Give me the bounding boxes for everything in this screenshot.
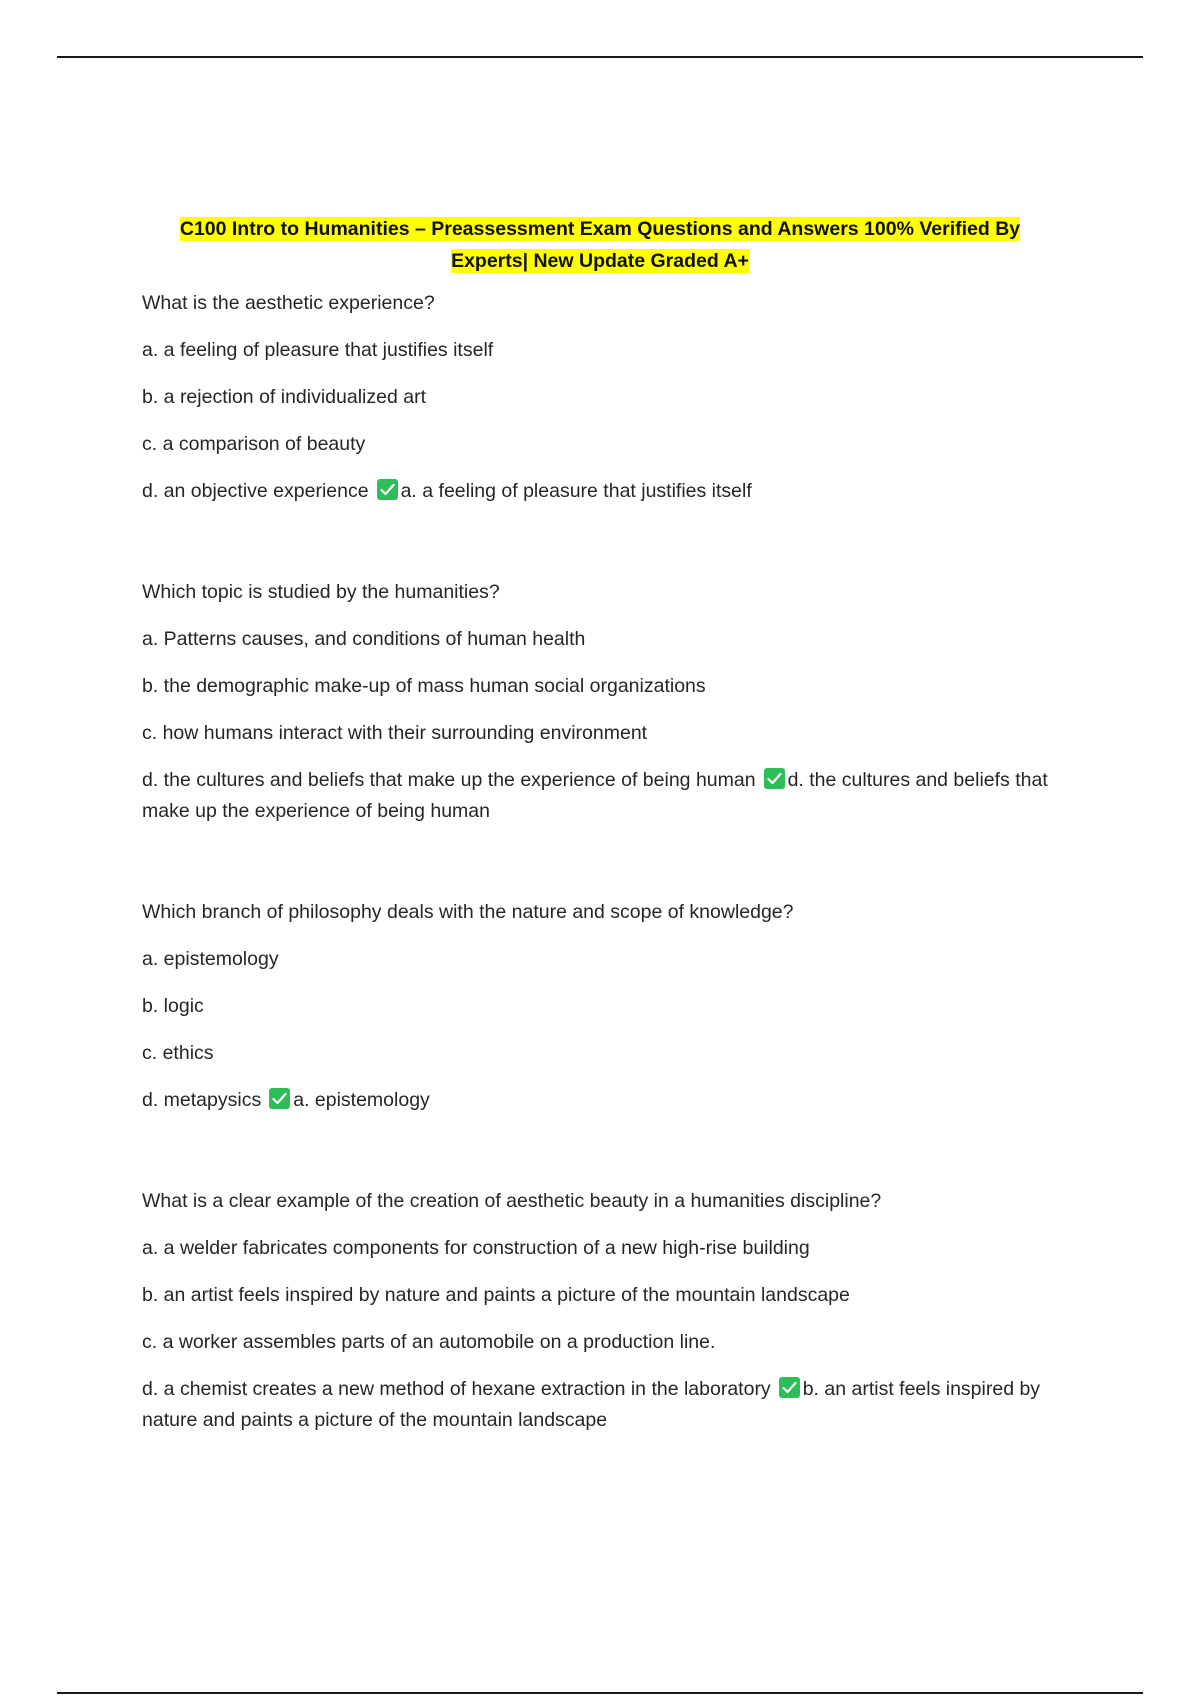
option-d: d. an objective experience [142,480,369,502]
option-c: c. ethics [142,1042,214,1064]
question-block-2 [142,577,1062,827]
option-a: a. a feeling of pleasure that justifies itself [142,339,494,361]
checkmark-icon [377,479,398,500]
question-spacer [142,1146,1062,1186]
option-b: b. an artist feels inspired by nature and paints a picture of the mountain landscape [142,1284,850,1306]
question-text: What is a clear example of the creation of aesthetic beauty in a humanities discipline? [142,1190,882,1212]
option-d-with-answer [142,476,1062,507]
question-block-1 [142,288,1062,507]
checkmark-icon [764,768,785,789]
top-rule [57,56,1143,58]
option-d-with-answer [142,765,1062,827]
title-highlight: C100 Intro to Humanities – Preassessment Exam Questions and Answers 100% Verified By Experts| New Update Graded A+ [179,218,1021,272]
option-d: d. metapysics [142,1089,262,1111]
option-a: a. a welder fabricates components for construction of a new high-rise building [142,1237,810,1259]
bottom-rule [57,1692,1143,1694]
correct-answer: a. a feeling of pleasure that justifies itself [400,480,752,502]
question-block-3 [142,897,1062,1116]
option-d: d. a chemist creates a new method of hexane extraction in the laboratory [142,1378,771,1400]
option-c: c. a worker assembles parts of an automobile on a production line. [142,1331,716,1353]
option-a: a. Patterns causes, and conditions of human health [142,628,586,650]
option-d: d. the cultures and beliefs that make up the experience of being human [142,769,756,791]
option-a: a. epistemology [142,948,279,970]
question-spacer [142,857,1062,897]
question-text: Which topic is studied by the humanities? [142,581,500,603]
correct-answer: b. an artist feels inspired by nature and paints a picture of the mountain landscape [142,1378,1041,1431]
option-d-with-answer [142,1374,1062,1436]
option-b: b. logic [142,995,204,1017]
question-spacer [142,537,1062,577]
option-c: c. a comparison of beauty [142,433,366,455]
question-text: Which branch of philosophy deals with the nature and scope of knowledge? [142,901,794,923]
option-b: b. a rejection of individualized art [142,386,426,408]
option-b: b. the demographic make-up of mass human social organizations [142,675,706,697]
option-d-with-answer [142,1085,1062,1116]
checkmark-icon [269,1088,290,1109]
question-text: What is the aesthetic experience? [142,292,435,314]
correct-answer: d. the cultures and beliefs that make up the experience of being human [142,769,1048,822]
option-c: c. how humans interact with their surrounding environment [142,722,648,744]
checkmark-icon [779,1377,800,1398]
question-list [142,288,1062,1466]
question-block-4 [142,1186,1062,1436]
correct-answer: a. epistemology [293,1089,430,1111]
document-title [140,213,1060,277]
